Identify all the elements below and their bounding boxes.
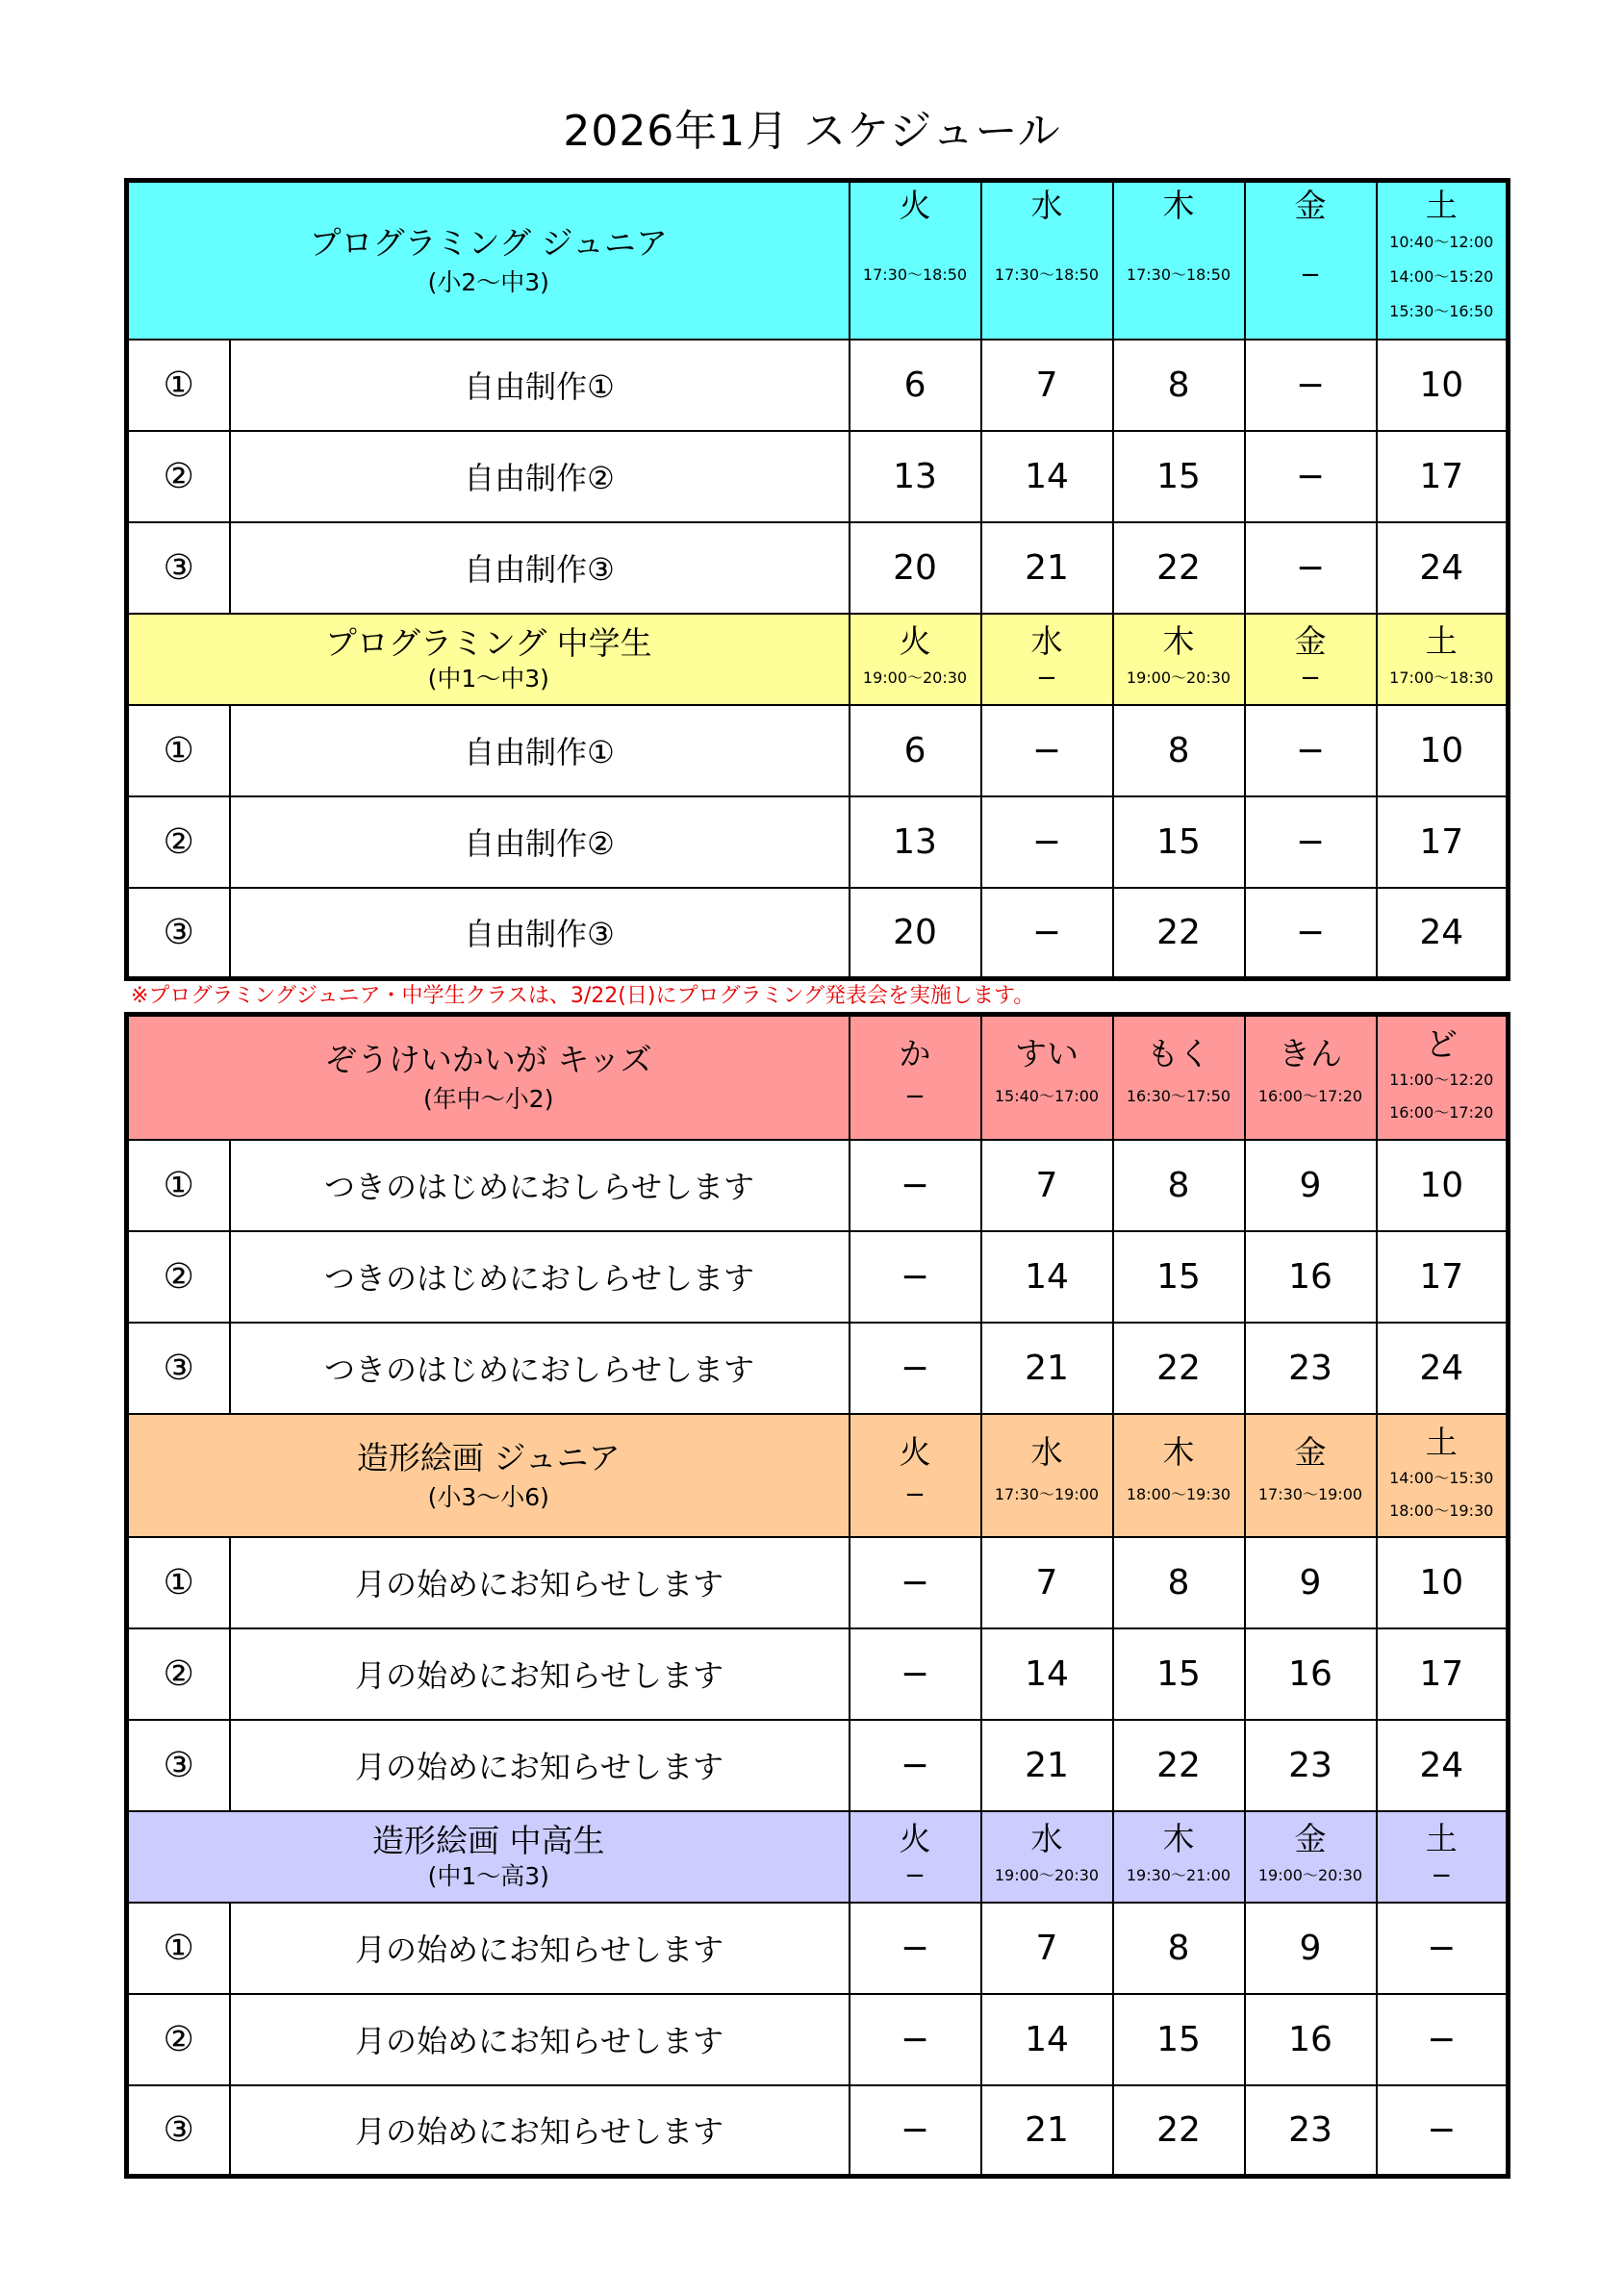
date-cell: 14 [981, 431, 1113, 522]
table-row [127, 431, 1509, 522]
row-number: ③ [127, 522, 230, 614]
date-cell: 15 [1113, 1628, 1245, 1720]
day-header [850, 181, 981, 340]
date-cell: − [981, 796, 1113, 888]
day-name: すい [1015, 1035, 1078, 1073]
date-cell: − [1377, 1903, 1509, 1994]
date-cell: 7 [981, 1903, 1113, 1994]
day-time: − [904, 1479, 926, 1509]
day-name: 水 [1030, 1432, 1063, 1471]
date-cell: 14 [981, 1994, 1113, 2085]
day-name: 木 [1162, 187, 1195, 224]
row-number: ③ [127, 1720, 230, 1811]
table-row [127, 1323, 1509, 1414]
table-row [127, 1628, 1509, 1720]
day-time: 19:00〜20:30 [1257, 1866, 1363, 1884]
day-name: か [899, 1035, 931, 1073]
table-row [127, 888, 1509, 979]
day-time: − [1300, 261, 1321, 290]
day-name: 火 [899, 1432, 931, 1471]
row-topic: つきのはじめにおしらせします [230, 1140, 850, 1231]
date-cell: 17 [1377, 1231, 1509, 1323]
page-title: 2026年1月 スケジュール [563, 107, 1061, 156]
day-time: 17:00〜18:30 [1389, 669, 1494, 687]
day-name: 土 [1425, 187, 1458, 224]
day-time: − [1300, 664, 1321, 693]
day-name: 木 [1162, 1432, 1195, 1471]
date-cell: 22 [1113, 1323, 1245, 1414]
day-time: 10:40〜12:00 [1389, 233, 1494, 251]
day-header [850, 1811, 981, 1903]
day-name: きん [1279, 1035, 1342, 1073]
row-number: ③ [127, 888, 230, 979]
date-cell: − [850, 2085, 981, 2177]
table-row [127, 2085, 1509, 2177]
date-cell: 9 [1245, 1537, 1377, 1628]
date-cell: 17 [1377, 431, 1509, 522]
date-cell: 17 [1377, 1628, 1509, 1720]
day-header [1245, 1811, 1377, 1903]
day-time: 17:30〜18:50 [862, 265, 968, 284]
row-topic: 自由制作③ [230, 888, 850, 979]
date-cell: 23 [1245, 2085, 1377, 2177]
date-cell: 6 [850, 705, 981, 796]
row-topic: 自由制作② [230, 431, 850, 522]
day-name: 土 [1425, 1423, 1458, 1461]
day-header [1377, 1414, 1509, 1537]
date-cell: − [850, 1140, 981, 1231]
day-header [1113, 1015, 1245, 1140]
row-number: ① [127, 1903, 230, 1994]
date-cell: 16 [1245, 1231, 1377, 1323]
section-title-cell [127, 181, 850, 340]
section-title: 造形絵画 ジュニア [356, 1438, 621, 1476]
date-cell: − [981, 888, 1113, 979]
date-cell: 23 [1245, 1323, 1377, 1414]
date-cell: 21 [981, 522, 1113, 614]
programming-schedule-table [124, 178, 1510, 981]
day-name: 水 [1030, 1820, 1063, 1857]
table-row [127, 1720, 1509, 1811]
date-cell: 21 [981, 1720, 1113, 1811]
date-cell: 8 [1113, 340, 1245, 431]
day-time: 16:30〜17:50 [1126, 1087, 1231, 1106]
row-topic: 月の始めにお知らせします [230, 2085, 850, 2177]
day-time: − [904, 1082, 926, 1112]
day-name: 火 [899, 187, 931, 224]
row-topic: 月の始めにお知らせします [230, 1903, 850, 1994]
row-number: ② [127, 1628, 230, 1720]
date-cell: − [850, 1537, 981, 1628]
date-cell: 22 [1113, 2085, 1245, 2177]
day-header [1245, 1015, 1377, 1140]
day-time: − [1431, 1861, 1453, 1890]
date-cell: − [850, 1720, 981, 1811]
table-row [127, 1140, 1509, 1231]
day-header [1113, 1414, 1245, 1537]
date-cell: 7 [981, 1537, 1113, 1628]
day-header [981, 181, 1113, 340]
day-time: 19:00〜20:30 [994, 1866, 1100, 1884]
day-name: もく [1147, 1035, 1210, 1073]
day-header [981, 1015, 1113, 1140]
row-topic: 月の始めにお知らせします [230, 1537, 850, 1628]
row-number: ③ [127, 2085, 230, 2177]
day-name: 金 [1294, 1432, 1327, 1471]
day-time: 19:30〜21:00 [1126, 1866, 1231, 1884]
day-name: ど [1425, 1025, 1458, 1064]
date-cell: − [1245, 888, 1377, 979]
day-time: 17:30〜19:00 [994, 1484, 1100, 1503]
day-name: 木 [1162, 1820, 1195, 1857]
section-header-art-junior [127, 1414, 1509, 1537]
date-cell: − [1245, 522, 1377, 614]
date-cell: 10 [1377, 1140, 1509, 1231]
day-name: 水 [1030, 622, 1063, 660]
section-subtitle: (小2〜中3) [427, 267, 549, 296]
date-cell: 15 [1113, 796, 1245, 888]
date-cell: − [850, 1231, 981, 1323]
row-number: ① [127, 705, 230, 796]
section-subtitle: (中1〜高3) [427, 1862, 549, 1890]
row-topic: 月の始めにお知らせします [230, 1628, 850, 1720]
day-name: 土 [1425, 1820, 1458, 1857]
day-header [1245, 614, 1377, 705]
date-cell: − [850, 1628, 981, 1720]
day-time: 14:00〜15:30 [1389, 1468, 1494, 1487]
date-cell: 13 [850, 796, 981, 888]
date-cell: − [1245, 705, 1377, 796]
date-cell: − [1377, 1994, 1509, 2085]
day-header [1377, 1015, 1509, 1140]
day-name: 火 [899, 622, 931, 660]
day-header [1245, 1414, 1377, 1537]
date-cell: 16 [1245, 1628, 1377, 1720]
date-cell: 9 [1245, 1140, 1377, 1231]
day-time: 19:00〜20:30 [862, 669, 968, 687]
day-name: 木 [1162, 622, 1195, 660]
row-number: ② [127, 1231, 230, 1323]
day-header [1113, 614, 1245, 705]
art-schedule-table [124, 1012, 1510, 2179]
date-cell: − [1377, 2085, 1509, 2177]
date-cell: − [981, 705, 1113, 796]
day-header [1377, 614, 1509, 705]
date-cell: 9 [1245, 1903, 1377, 1994]
date-cell: − [1245, 340, 1377, 431]
row-topic: つきのはじめにおしらせします [230, 1231, 850, 1323]
date-cell: 20 [850, 522, 981, 614]
date-cell: 10 [1377, 340, 1509, 431]
day-time: 16:00〜17:20 [1257, 1087, 1363, 1106]
section-title: プログラミング ジュニア [309, 223, 668, 262]
date-cell: 8 [1113, 1537, 1245, 1628]
section-title: 造形絵画 中高生 [372, 1822, 605, 1859]
date-cell: 8 [1113, 705, 1245, 796]
day-name: 金 [1294, 187, 1327, 224]
date-cell: 15 [1113, 431, 1245, 522]
section-title: ぞうけいかいが キッズ [324, 1041, 652, 1079]
date-cell: 8 [1113, 1903, 1245, 1994]
table-row [127, 1231, 1509, 1323]
section-header-art-kids [127, 1015, 1509, 1140]
row-number: ② [127, 431, 230, 522]
date-cell: 24 [1377, 1720, 1509, 1811]
date-cell: 24 [1377, 1323, 1509, 1414]
section-header-prog-junior [127, 181, 1509, 340]
day-header [1377, 181, 1509, 340]
row-topic: 月の始めにお知らせします [230, 1994, 850, 2085]
date-cell: 14 [981, 1628, 1113, 1720]
date-cell: 7 [981, 340, 1113, 431]
date-cell: − [850, 1994, 981, 2085]
day-header [1113, 181, 1245, 340]
row-topic: つきのはじめにおしらせします [230, 1323, 850, 1414]
day-time: 14:00〜15:20 [1389, 267, 1494, 286]
day-header [981, 1811, 1113, 1903]
row-topic: 自由制作② [230, 796, 850, 888]
date-cell: 22 [1113, 522, 1245, 614]
row-number: ① [127, 1140, 230, 1231]
day-name: 水 [1030, 187, 1063, 224]
date-cell: − [1245, 431, 1377, 522]
table-row [127, 1994, 1509, 2085]
date-cell: 20 [850, 888, 981, 979]
day-time: 18:00〜19:30 [1389, 1501, 1494, 1520]
date-cell: 22 [1113, 1720, 1245, 1811]
row-topic: 自由制作① [230, 705, 850, 796]
table-row [127, 522, 1509, 614]
date-cell: 22 [1113, 888, 1245, 979]
day-time: 15:40〜17:00 [994, 1087, 1100, 1106]
row-number: ③ [127, 1323, 230, 1414]
presentation-note: ※プログラミングジュニア・中学生クラスは、3/22(日)にプログラミング発表会を実施します。 [131, 984, 1035, 1008]
section-title: プログラミング 中学生 [324, 624, 652, 662]
date-cell: 7 [981, 1140, 1113, 1231]
section-title-cell [127, 614, 850, 705]
date-cell: 24 [1377, 888, 1509, 979]
day-time: − [904, 1861, 926, 1890]
date-cell: 24 [1377, 522, 1509, 614]
day-header [850, 1414, 981, 1537]
day-header [981, 1414, 1113, 1537]
day-header [1245, 181, 1377, 340]
day-time: 17:30〜18:50 [994, 265, 1100, 284]
date-cell: 21 [981, 2085, 1113, 2177]
section-header-prog-middle [127, 614, 1509, 705]
day-name: 火 [899, 1820, 931, 1857]
table-row [127, 705, 1509, 796]
date-cell: − [850, 1323, 981, 1414]
date-cell: 17 [1377, 796, 1509, 888]
section-subtitle: (年中〜小2) [423, 1085, 554, 1114]
date-cell: 16 [1245, 1994, 1377, 2085]
section-subtitle: (小3〜小6) [427, 1482, 549, 1511]
date-cell: 21 [981, 1323, 1113, 1414]
table-row [127, 340, 1509, 431]
section-title-cell [127, 1015, 850, 1140]
date-cell: 14 [981, 1231, 1113, 1323]
row-number: ① [127, 340, 230, 431]
day-header [1113, 1811, 1245, 1903]
day-name: 金 [1294, 622, 1327, 660]
day-time: 19:00〜20:30 [1126, 669, 1231, 687]
day-time: 15:30〜16:50 [1389, 302, 1494, 320]
date-cell: − [850, 1903, 981, 1994]
date-cell: − [1245, 796, 1377, 888]
table-row [127, 796, 1509, 888]
date-cell: 10 [1377, 705, 1509, 796]
day-header [981, 614, 1113, 705]
row-number: ② [127, 796, 230, 888]
row-topic: 月の始めにお知らせします [230, 1720, 850, 1811]
section-title-cell [127, 1414, 850, 1537]
date-cell: 15 [1113, 1994, 1245, 2085]
day-time: 17:30〜18:50 [1126, 265, 1231, 284]
day-name: 土 [1425, 622, 1458, 660]
day-name: 金 [1294, 1820, 1327, 1857]
day-time: 17:30〜19:00 [1257, 1484, 1363, 1503]
day-header [850, 1015, 981, 1140]
day-time: − [1036, 664, 1057, 693]
day-header [1377, 1811, 1509, 1903]
date-cell: 13 [850, 431, 981, 522]
row-number: ① [127, 1537, 230, 1628]
date-cell: 8 [1113, 1140, 1245, 1231]
section-title-cell [127, 1811, 850, 1903]
day-time: 11:00〜12:20 [1389, 1071, 1494, 1090]
row-number: ② [127, 1994, 230, 2085]
date-cell: 23 [1245, 1720, 1377, 1811]
date-cell: 6 [850, 340, 981, 431]
row-topic: 自由制作① [230, 340, 850, 431]
section-subtitle: (中1〜中3) [427, 665, 549, 693]
table-row [127, 1903, 1509, 1994]
day-time: 18:00〜19:30 [1126, 1484, 1231, 1503]
day-time: 16:00〜17:20 [1389, 1103, 1494, 1123]
day-header [850, 614, 981, 705]
date-cell: 10 [1377, 1537, 1509, 1628]
table-row [127, 1537, 1509, 1628]
date-cell: 15 [1113, 1231, 1245, 1323]
section-header-art-middle-high [127, 1811, 1509, 1903]
row-topic: 自由制作③ [230, 522, 850, 614]
